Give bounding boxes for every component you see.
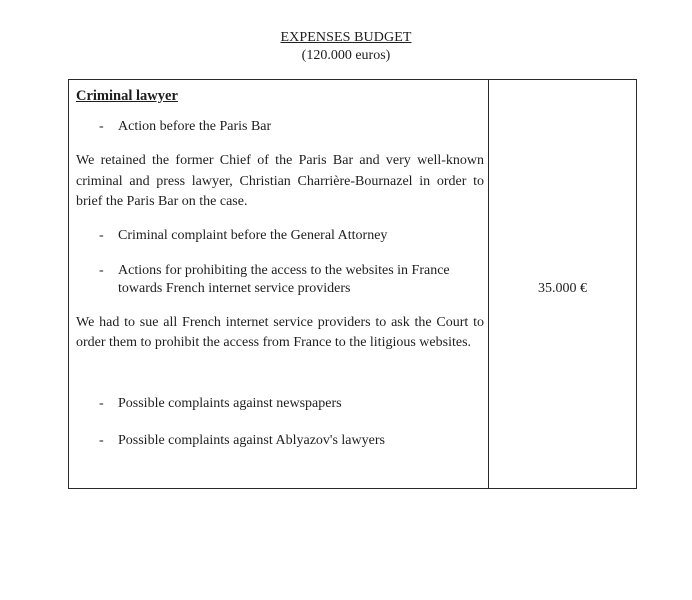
budget-table	[68, 79, 637, 489]
bullet-dash: -	[99, 263, 104, 278]
bullet-website-access-line1: Actions for prohibiting the access to the websites in France	[118, 263, 450, 278]
section-title: Criminal lawyer	[76, 88, 178, 104]
document-title: EXPENSES BUDGET	[280, 30, 412, 45]
bullet-website-access-line2: towards French internet service providers	[118, 281, 351, 296]
budget-total: (120.000 euros)	[301, 48, 391, 63]
bullet-criminal-complaint: Criminal complaint before the General Attorney	[118, 228, 388, 243]
paragraph-sue-providers: We had to sue all French internet service providers to ask the Court to order them to prohibit the access from France to the litigious websites.	[76, 315, 484, 350]
bullet-newspapers: Possible complaints against newspapers	[118, 396, 342, 411]
amount-value: 35.000 €	[538, 281, 587, 296]
bullet-paris-bar: Action before the Paris Bar	[118, 119, 272, 134]
bullet-dash: -	[99, 119, 104, 134]
bullet-dash: -	[99, 228, 104, 243]
bullet-ablyazov-lawyers: Possible complaints against Ablyazov's lawyers	[118, 433, 385, 448]
bullet-dash: -	[99, 396, 104, 411]
bullet-dash: -	[99, 433, 104, 448]
paragraph-retained-lawyer: We retained the former Chief of the Paris Bar and very well-known criminal and press lawyer, Christian Charrière-Bournazel in order to brief the Paris Bar on the case.	[76, 153, 484, 209]
